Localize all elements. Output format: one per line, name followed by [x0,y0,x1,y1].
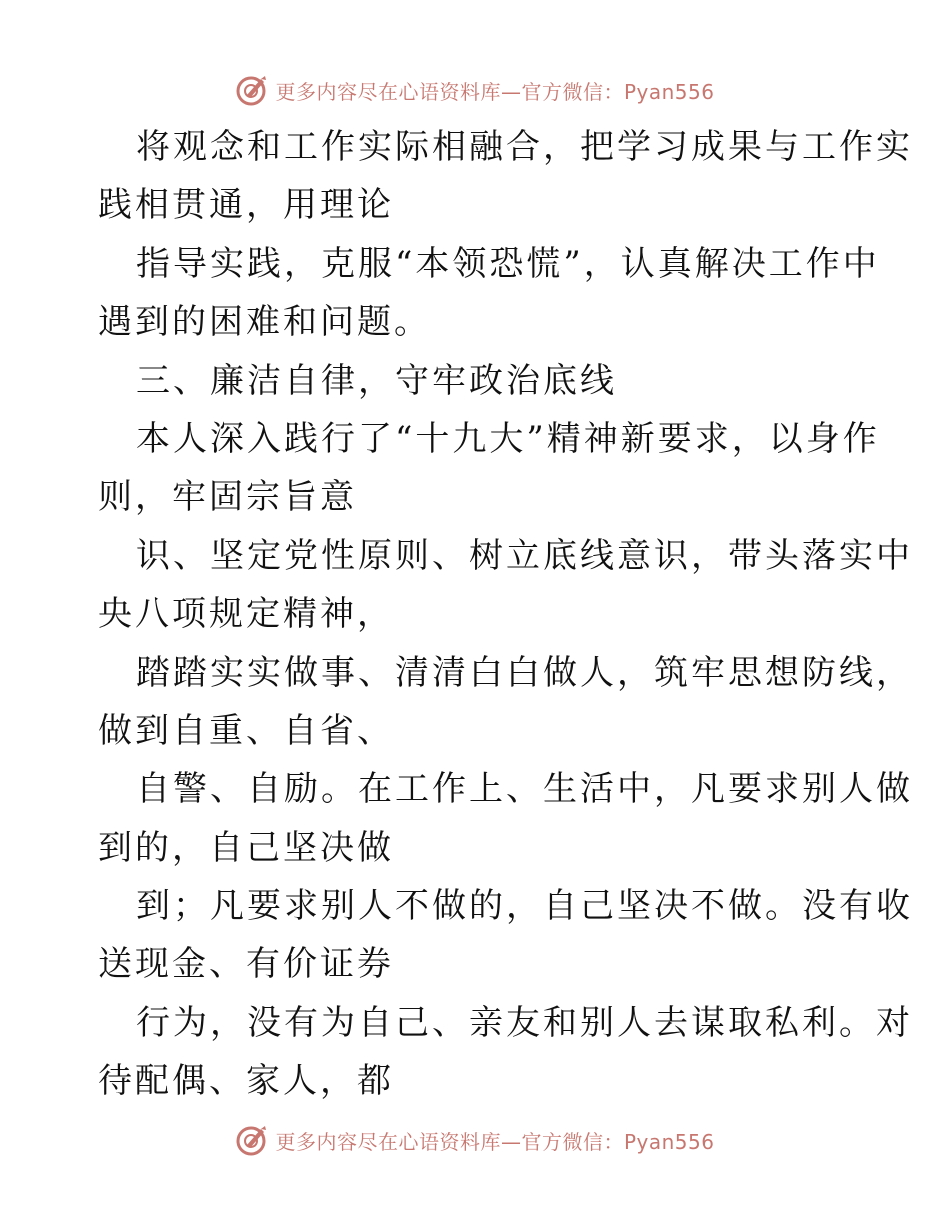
watermark-logo-icon [235,73,269,107]
text-line: 指导实践，克服“本领恐慌”，认真解决工作中 [136,243,880,284]
header-watermark [0,70,950,110]
watermark-text: 更多内容尽在心语资料库—官方微信：Pyan556 [275,1129,715,1154]
text-line: 践相贯通，用理论 [98,185,394,226]
text-line: 本人深入践行了“十九大”精神新要求，以身作 [136,418,880,459]
text-line: 央八项规定精神， [98,594,394,635]
text-line: 待配偶、家人，都 [98,1061,394,1102]
text-line: 则，牢固宗旨意 [98,477,357,518]
footer-watermark [0,1120,950,1160]
text-line: 遇到的困难和问题。 [98,302,431,343]
text-line: 行为，没有为自己、亲友和别人去谋取私利。对 [136,1002,913,1043]
text-line: 到的，自己坚决做 [98,827,394,868]
text-line: 将观念和工作实际相融合，把学习成果与工作实 [136,127,913,167]
text-line: 到；凡要求别人不做的，自己坚决不做。没有收 [136,886,913,927]
watermark-logo-icon [235,1123,269,1157]
text-line: 识、坚定党性原则、树立底线意识，带头落实中 [136,535,913,576]
watermark-text: 更多内容尽在心语资料库—官方微信：Pyan556 [275,79,715,104]
text-line: 送现金、有价证券 [98,944,394,985]
text-line: 做到自重、自省、 [98,710,394,751]
text-line: 自警、自励。在工作上、生活中，凡要求别人做 [136,769,913,810]
text-line: 踏踏实实做事、清清白白做人，筑牢思想防线， [136,652,913,693]
text-line: 三、廉洁自律，守牢政治底线 [136,360,617,401]
document-body [98,118,913,1111]
